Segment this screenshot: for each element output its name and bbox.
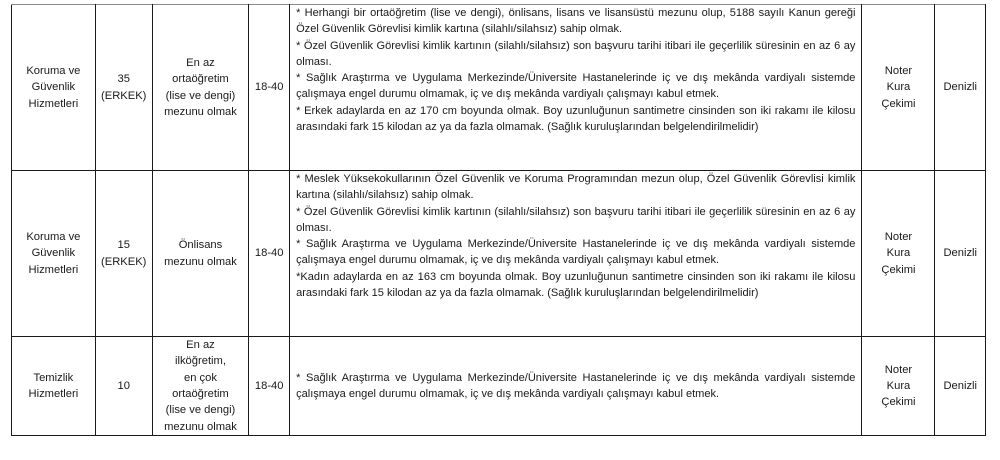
education-line: En az	[186, 56, 215, 69]
method-cell	[862, 337, 935, 436]
position-line: Koruma ve	[26, 65, 81, 78]
education-line: (lise ve dengi)	[165, 89, 236, 102]
position-line: Hizmetleri	[28, 263, 79, 276]
method-line: Noter	[884, 363, 913, 376]
requirements-cell	[290, 337, 862, 436]
method-line: Noter	[884, 65, 913, 78]
city-cell	[935, 337, 986, 436]
city-name: Denizli	[943, 81, 978, 94]
requirement-item: * Sağlık Araştırma ve Uygulama Merkezinde/Üniversite Hastanelerinde iç ve dış mekânda vardiyalı sistemde çalışmaya engel durumu olmamak, iç ve dış mekânda vardiyalı çalışmayı kabul etmek.	[296, 72, 856, 101]
position-cell	[12, 5, 96, 171]
count-cell	[95, 5, 152, 171]
education-line: en çok	[183, 371, 217, 384]
position-line: Hizmetleri	[28, 388, 79, 400]
requirements-cell	[290, 5, 862, 171]
position-line: Koruma ve	[26, 231, 81, 244]
count-value: 10	[117, 379, 130, 392]
requirement-item: * Sağlık Araştırma ve Uygulama Merkezinde/Üniversite Hastanelerinde iç ve dış mekânda vardiyalı sistemde çalışmaya engel durumu olmamak, iç ve dış mekânda vardiyalı çalışmayı kabul etmek.	[296, 371, 856, 400]
requirement-item: * Özel Güvenlik Görevlisi kimlik kartının (silahlı/silahsız) son başvuru tarihi itibari ile geçerlilik süresinin en az 6 ay olması.	[296, 39, 856, 68]
education-line: Önlisans	[178, 239, 223, 252]
city-name: Denizli	[943, 247, 978, 260]
positions-table	[11, 4, 986, 436]
age-range: 18-40	[254, 379, 284, 392]
table-row	[12, 337, 986, 436]
requirements-cell	[290, 171, 862, 337]
method-cell	[862, 5, 935, 171]
method-line: Çekimi	[881, 97, 916, 110]
count-cell	[95, 337, 152, 436]
count-value: 35	[117, 73, 130, 86]
table-row	[12, 5, 986, 171]
position-line: Temizlik	[33, 371, 74, 384]
method-line: Kura	[886, 81, 911, 94]
requirement-item: * Özel Güvenlik Görevlisi kimlik kartının (silahlı/silahsız) son başvuru tarihi itibari ile geçerlilik süresinin en az 6 ay olması.	[296, 205, 856, 234]
education-line: mezunu olmak	[164, 105, 237, 118]
requirement-item: * Herhangi bir ortaöğretim (lise ve dengi), önlisans, lisans ve lisansüstü mezunu olup, 5188 sayılı Kanun gereği Özel Güvenlik Görevlisi kimlik kartına (silahlı/silahsız) sahip olmak.	[296, 7, 856, 36]
count-gender: (ERKEK)	[101, 255, 147, 268]
age-range: 18-40	[254, 81, 284, 94]
city-name: Denizli	[943, 379, 978, 392]
position-line: Hizmetleri	[28, 97, 79, 110]
age-cell	[249, 5, 290, 171]
education-line: En az	[186, 339, 215, 352]
age-range: 18-40	[254, 247, 284, 260]
city-cell	[935, 5, 986, 171]
method-line: Noter	[884, 231, 913, 244]
age-cell	[249, 171, 290, 337]
count-cell	[95, 171, 152, 337]
position-cell	[12, 337, 96, 436]
method-cell	[862, 171, 935, 337]
education-cell	[152, 337, 249, 436]
position-line: Güvenlik	[31, 247, 76, 260]
education-line: ortaöğretim	[172, 388, 229, 400]
education-line: ilköğretim,	[174, 355, 226, 368]
city-cell	[935, 171, 986, 337]
method-line: Çekimi	[881, 396, 916, 409]
education-line: (lise ve dengi)	[165, 404, 236, 417]
method-line: Çekimi	[881, 263, 916, 276]
method-line: Kura	[886, 379, 911, 392]
education-cell	[152, 5, 249, 171]
requirement-item: * Meslek Yüksekokullarının Özel Güvenlik ve Koruma Programından mezun olup, Özel Güvenlik Görevlisi kimlik kartına (silahlı/silahsız) sahip olmak.	[296, 173, 856, 202]
count-value: 15	[117, 239, 130, 252]
requirement-item: * Erkek adaylarda en az 170 cm boyunda olmak. Boy uzunluğunun santimetre cinsinden son iki rakamı ile kilosu arasındaki fark 15 kilodan az ya da fazla olmamak. (Sağlık kuruluşlarından belgelendirilmelidir)	[296, 104, 856, 134]
age-cell	[249, 337, 290, 436]
education-line: mezunu olmak	[164, 255, 237, 268]
position-line: Güvenlik	[31, 81, 76, 94]
table-row	[12, 171, 986, 337]
education-cell	[152, 171, 249, 337]
position-cell	[12, 171, 96, 337]
requirement-item: *Kadın adaylarda en az 163 cm boyunda olmak. Boy uzunluğunun santimetre cinsinden son iki rakamı ile kilosu arasındaki fark 15 kilodan az ya da fazla olmamak. (Sağlık kuruluşlarından belgelendirilmelidir)	[296, 270, 856, 300]
requirement-item: * Sağlık Araştırma ve Uygulama Merkezinde/Üniversite Hastanelerinde iç ve dış mekânda vardiyalı sistemde çalışmaya engel durumu olmamak, iç ve dış mekânda vardiyalı çalışmayı kabul etmek.	[296, 238, 856, 267]
education-line: mezunu olmak	[164, 420, 237, 433]
education-line: ortaöğretim	[172, 73, 229, 86]
count-gender: (ERKEK)	[101, 89, 147, 102]
method-line: Kura	[886, 247, 911, 260]
